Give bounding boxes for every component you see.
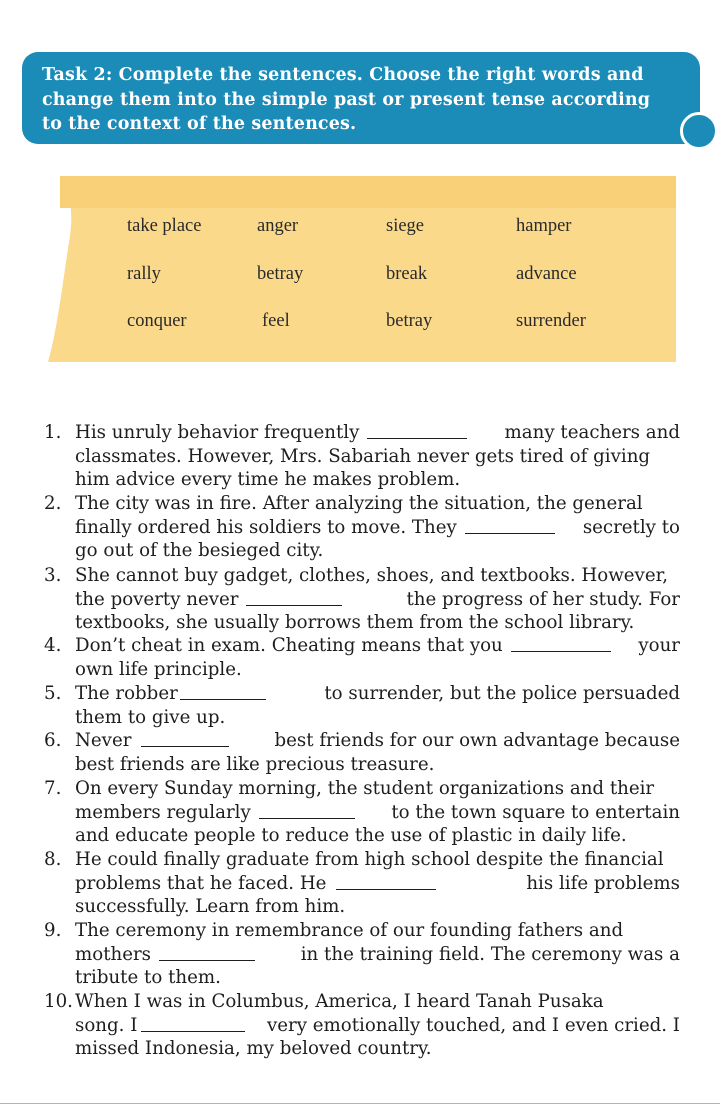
list-item <box>44 421 680 492</box>
word-siege: siege <box>386 216 425 236</box>
item-number: 3. <box>44 565 62 586</box>
item-number: 2. <box>44 493 62 514</box>
item-text: Don’t cheat in exam. Cheating means that you <box>75 635 503 656</box>
list-item <box>44 634 680 681</box>
item-number: 8. <box>44 849 62 870</box>
item-text: to the town square to entertain <box>391 801 680 823</box>
item-text: He could finally graduate from high school despite the financial <box>75 849 664 870</box>
word-box-stripe <box>60 176 676 208</box>
item-text: his life problems <box>526 872 680 894</box>
answer-blank[interactable] <box>259 801 355 819</box>
list-item <box>44 990 680 1061</box>
answer-blank[interactable] <box>367 421 467 439</box>
answer-blank[interactable] <box>511 634 611 652</box>
word-betray-2: betray <box>386 311 433 331</box>
item-number: 1. <box>44 422 62 443</box>
item-text: She cannot buy gadget, clothes, shoes, and textbooks. However, <box>75 565 669 586</box>
item-text: secretly to <box>582 516 680 538</box>
item-text: the poverty never <box>75 588 239 610</box>
item-text: very emotionally touched, and I even cried. I <box>266 1014 680 1036</box>
task-line-3: to the context of the sentences. <box>42 114 357 134</box>
item-text: members regularly <box>75 801 251 823</box>
answer-blank[interactable] <box>180 682 266 700</box>
word-surrender: surrender <box>516 311 586 331</box>
answer-blank[interactable] <box>336 872 436 890</box>
item-text: in the training field. The ceremony was a <box>300 943 680 965</box>
list-item <box>44 919 680 990</box>
item-text: The ceremony in remembrance of our founding fathers and <box>75 920 624 941</box>
list-item <box>44 492 680 563</box>
answer-blank[interactable] <box>141 1014 245 1032</box>
word-hamper: hamper <box>516 216 572 236</box>
word-take-place: take place <box>127 216 202 236</box>
item-text: The robber <box>75 683 178 704</box>
item-text: to surrender, but the police persuaded <box>324 683 680 704</box>
item-text: and educate people to reduce the use of plastic in daily life. <box>75 825 627 847</box>
item-text: song. I <box>75 1014 138 1036</box>
item-text: His unruly behavior frequently <box>75 422 360 443</box>
item-text: best friends are like precious treasure. <box>75 753 435 775</box>
list-item <box>44 729 680 776</box>
word-anger: anger <box>257 216 299 236</box>
item-text: the progress of her study. For <box>406 588 680 610</box>
word-feel: feel <box>262 311 290 331</box>
item-text: successfully. Learn from him. <box>75 896 346 918</box>
item-text: Never <box>75 730 132 751</box>
item-text: mothers <box>75 943 152 965</box>
task-line-2: change them into the simple past or present tense according <box>42 89 651 110</box>
list-item <box>44 777 680 848</box>
item-number: 10. <box>44 991 73 1012</box>
item-text: tribute to them. <box>75 967 221 989</box>
item-text: textbooks, she usually borrows them from the school library. <box>75 612 635 634</box>
list-item <box>44 848 680 919</box>
item-text: best friends for our own advantage because <box>274 730 680 751</box>
page-divider <box>0 1103 720 1104</box>
word-advance: advance <box>516 264 577 284</box>
word-rally: rally <box>127 264 161 284</box>
item-number: 5. <box>44 683 62 704</box>
task-instructions <box>42 63 687 137</box>
item-text: your <box>638 635 680 656</box>
item-text: many teachers and <box>504 422 680 443</box>
item-number: 4. <box>44 635 62 656</box>
item-text: missed Indonesia, my beloved country. <box>75 1038 432 1060</box>
list-item <box>44 564 680 635</box>
item-text: own life principle. <box>75 658 242 680</box>
item-text: classmates. However, Mrs. Sabariah never gets tired of giving <box>75 445 651 467</box>
answer-blank[interactable] <box>141 729 229 747</box>
item-text: them to give up. <box>75 706 226 728</box>
list-item <box>44 682 680 729</box>
item-number: 6. <box>44 730 62 751</box>
task-line-1: Task 2: Complete the sentences. Choose the right words and <box>42 65 644 85</box>
decorative-dot-icon <box>680 112 718 150</box>
answer-blank[interactable] <box>246 588 342 606</box>
word-break: break <box>386 264 428 284</box>
word-conquer: conquer <box>127 311 187 331</box>
item-text: finally ordered his soldiers to move. They <box>75 516 457 538</box>
item-text: When I was in Columbus, America, I heard Tanah Pusaka <box>75 991 604 1012</box>
answer-blank[interactable] <box>159 943 255 961</box>
item-text: problems that he faced. He <box>75 872 327 894</box>
item-text: On every Sunday morning, the student organizations and their <box>75 778 655 799</box>
item-number: 9. <box>44 920 62 941</box>
item-text: him advice every time he makes problem. <box>75 469 461 491</box>
item-text: The city was in fire. After analyzing the situation, the general <box>75 493 643 514</box>
answer-blank[interactable] <box>465 516 555 534</box>
word-betray: betray <box>257 264 304 284</box>
item-text: go out of the besieged city. <box>75 540 324 562</box>
item-number: 7. <box>44 778 62 799</box>
